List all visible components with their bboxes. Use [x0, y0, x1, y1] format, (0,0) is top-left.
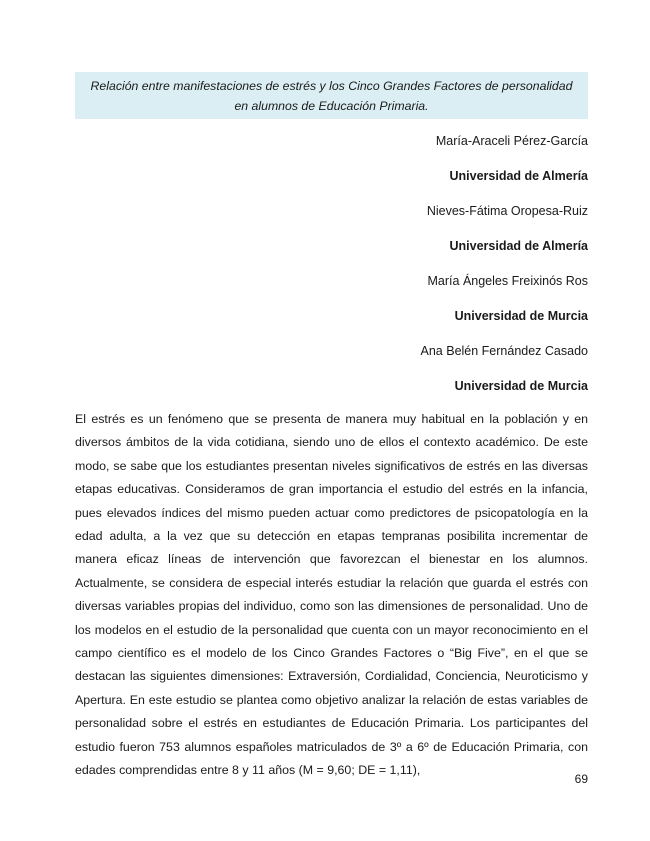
author-name: Ana Belén Fernández Casado [420, 344, 588, 358]
author-list [75, 130, 588, 410]
paper-title [75, 72, 588, 119]
abstract-paragraph: El estrés es un fenómeno que se presenta de manera muy habitual en la población y en diversos ámbitos de la vida cotidiana, siendo uno de ellos el contexto académico. De este modo, se sabe que los estudiantes presentan niveles significativos de estrés en las diversas etapas educativas. Consideramos de gran importancia el estudio del estrés en la infancia, pues elevados índices del mismo pueden actuar como predictores de psicopatología en la edad adulta, a la vez que su detección en etapas tempranas posibilita incrementar de manera eficaz líneas de intervención que favorezcan el bienestar en los alumnos. Actualmente, se considera de especial interés estudiar la relación que guarda el estrés con diversas variables propias del individuo, como son las dimensiones de personalidad. Uno de los modelos en el estudio de la personalidad que cuenta con un mayor reconocimiento en el campo científico es el modelo de los Cinco Grandes Factores o “Big Five”, en el que se destacan las siguientes dimensiones: Extraversión, Cordialidad, Conciencia, Neuroticismo y Apertura. En este estudio se plantea como objetivo analizar la relación de estas variables de personalidad sobre el estrés en estudiantes de Educación Primaria. Los participantes del estudio fueron 753 alumnos españoles matriculados de 3º a 6º de Educación Primaria, con edades comprendidas entre 8 y 11 años (M = 9,60; DE = 1,11), [75, 412, 588, 778]
title-line-2: en alumnos de Educación Primaria. [234, 99, 429, 113]
author-name: María-Araceli Pérez-García [435, 134, 588, 148]
author-affiliation: Universidad de Almería [449, 169, 588, 183]
title-line-1: Relación entre manifestaciones de estrés y los Cinco Grandes Factores de personalidad [90, 79, 573, 93]
author-name: Nieves-Fátima Oropesa-Ruiz [426, 204, 588, 218]
author-affiliation: Universidad de Murcia [454, 379, 588, 393]
author-name: María Ángeles Freixinós Ros [427, 274, 588, 288]
author-affiliation: Universidad de Almería [449, 239, 588, 253]
page-number: 69 [574, 772, 588, 786]
author-affiliation: Universidad de Murcia [454, 309, 588, 323]
